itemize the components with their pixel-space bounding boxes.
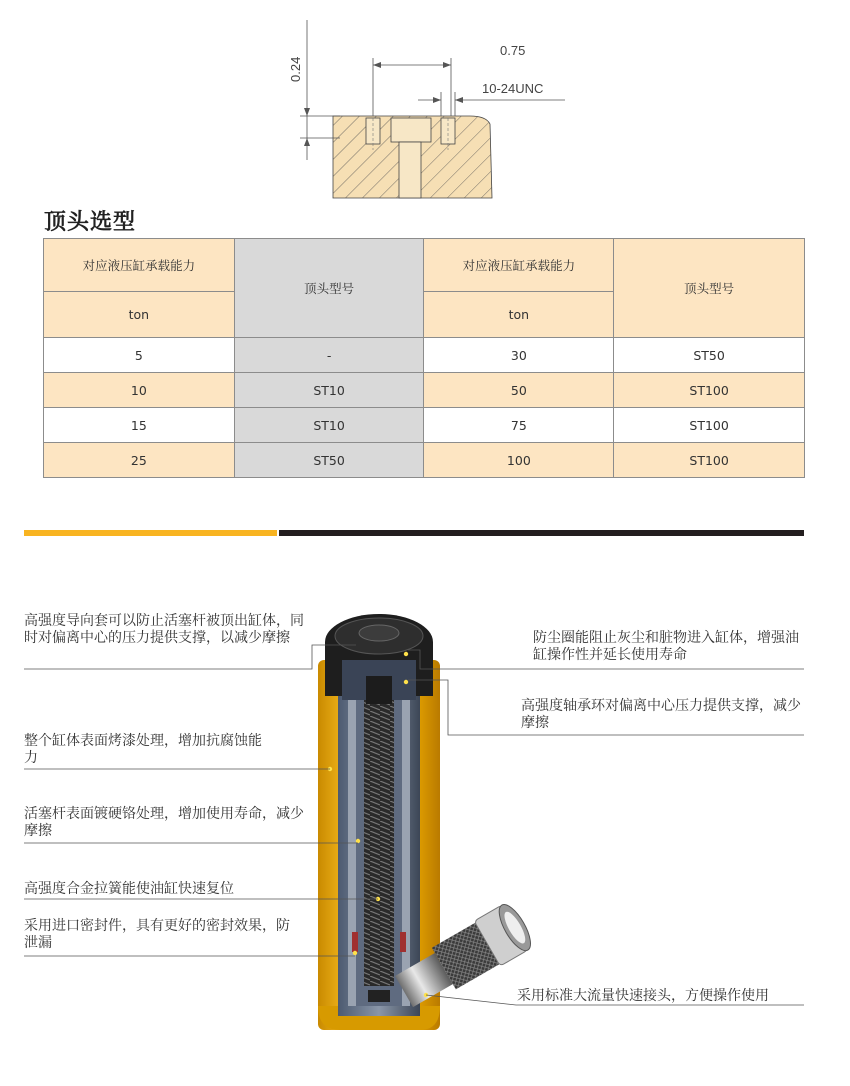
- table-cell: -: [234, 338, 424, 373]
- table-cell: 10: [44, 373, 235, 408]
- table-cell: ST100: [614, 373, 805, 408]
- table-cell: 30: [424, 338, 614, 373]
- table-cell: ST50: [234, 443, 424, 478]
- table-cell: 15: [44, 408, 235, 443]
- table-cell: ST100: [614, 443, 805, 478]
- header-capacity-1: 对应液压缸承载能力: [44, 239, 235, 292]
- note-guide-sleeve: 高强度导向套可以防止活塞杆被顶出缸体，同时对偏离中心的压力提供支撑，以减少摩擦: [24, 613, 304, 646]
- note-coupler: 采用标准大流量快速接头，方便操作使用: [517, 988, 769, 1004]
- note-bearing-ring: 高强度轴承环对偏离中心压力提供支撑，减少摩擦: [521, 698, 801, 731]
- table-cell: 100: [424, 443, 614, 478]
- table-cell: ST100: [614, 408, 805, 443]
- header-unit-1: ton: [44, 292, 235, 338]
- table-cell: ST10: [234, 408, 424, 443]
- thread-label: 10-24UNC: [482, 81, 544, 96]
- table-cell: 5: [44, 338, 235, 373]
- table-cell: ST50: [614, 338, 805, 373]
- table-cell: 50: [424, 373, 614, 408]
- header-model-1: 顶头型号: [234, 239, 424, 338]
- dim-width-label: 0.75: [500, 43, 526, 58]
- note-paint: 整个缸体表面烤漆处理，增加抗腐蚀能力: [24, 733, 262, 766]
- note-dust-ring: 防尘圈能阻止灰尘和脏物进入缸体，增强油缸操作性并延长使用寿命: [533, 630, 799, 663]
- header-unit-2: ton: [424, 292, 614, 338]
- table-cell: 25: [44, 443, 235, 478]
- dim-height-label: 0.24: [288, 56, 303, 82]
- header-model-2: 顶头型号: [614, 239, 805, 338]
- section-title: 顶头选型: [44, 210, 137, 235]
- note-chrome: 活塞杆表面镀硬铬处理，增加使用寿命，减少摩擦: [24, 806, 304, 839]
- note-seal: 采用进口密封件，具有更好的密封效果，防泄漏: [24, 918, 290, 951]
- header-capacity-2: 对应液压缸承载能力: [424, 239, 614, 292]
- table-cell: ST10: [234, 373, 424, 408]
- note-spring: 高强度合金拉簧能使油缸快速复位: [24, 881, 234, 897]
- table-cell: 75: [424, 408, 614, 443]
